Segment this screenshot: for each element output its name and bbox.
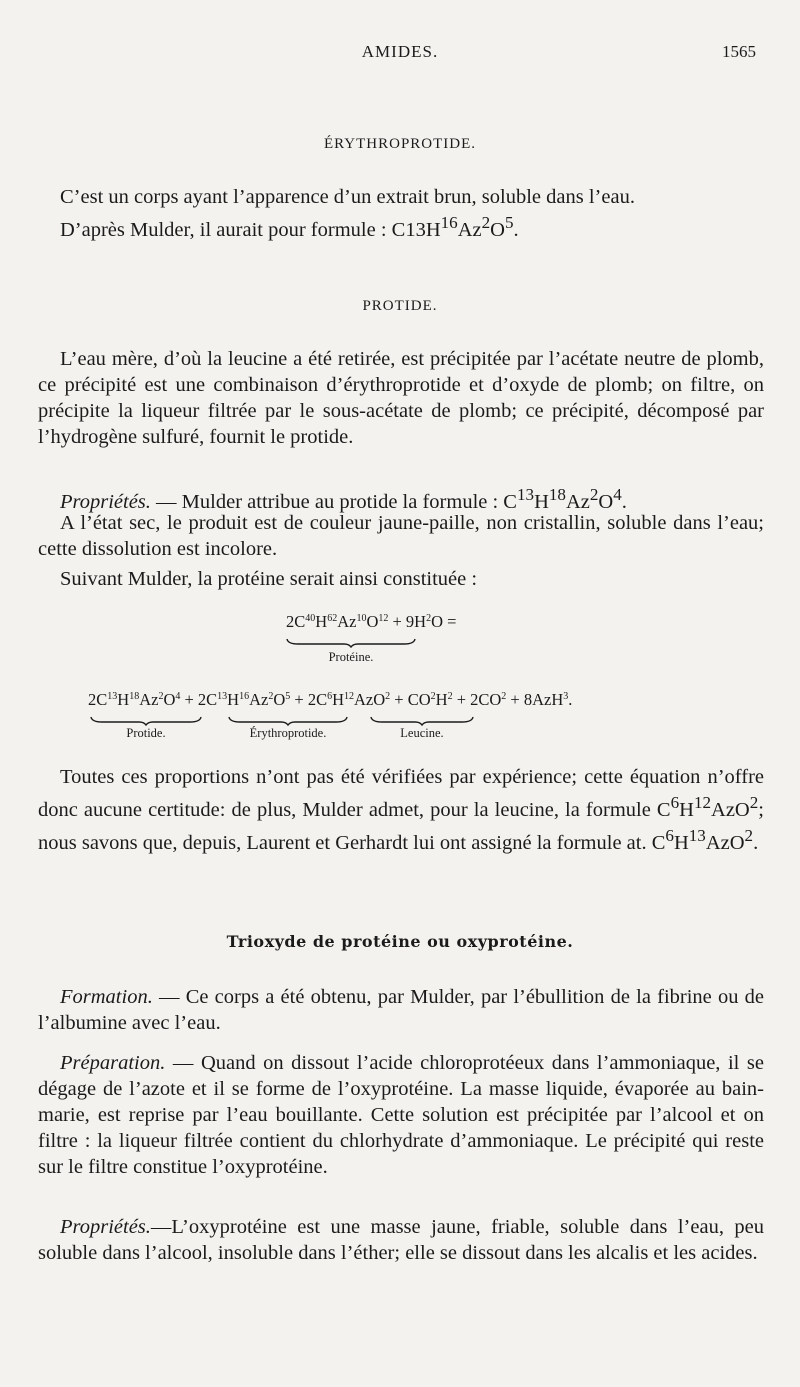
oxyproteine-properties-text: —L’oxyprotéine est une masse jaune, friable, soluble dans l’eau, peu soluble dans l’alcool, insoluble dans l’éther; elle se dissout dans les alcalis et les acides. [38, 1216, 764, 1264]
running-head [0, 42, 800, 66]
label-protide: Protide. [126, 726, 166, 740]
protide-paragraph-1: L’eau mère, d’où la leucine a été retirée, est précipitée par l’acétate neutre de plomb, ce précipité est une combinaison d’érythroprotide et d’oxyde de plomb; on filtre, on précipite la liqueur filtrée par le sous-acétate de plomb; ce précipité, décomposé par l’hydrogène sulfuré, fournit le protide. [38, 348, 764, 448]
brace-proteine [286, 638, 416, 648]
heading-trioxyde: Trioxyde de protéine ou oxyprotéine. [226, 932, 574, 951]
trioxyde-preparation [38, 1050, 764, 1180]
formula-intro: D’après Mulder, il aurait pour formule : C [60, 218, 406, 241]
protide-paragraph-3: A l’état sec, le produit est de couleur jaune-paille, non cristallin, soluble dans l’eau; cette dissolution est incolore. [38, 512, 764, 560]
brace-leucine [370, 716, 474, 726]
heading-erythroprotide: ÉRYTHROPROTIDE. [323, 136, 477, 152]
brace-erythroprotide [228, 716, 348, 726]
page-number: 1565 [722, 42, 756, 61]
formation-text: — Ce corps a été obtenu, par Mulder, par l’ébullition de la fibrine ou de l’albumine avec l’eau. [38, 986, 764, 1034]
protide-formula-text: — Mulder attribue au protide la formule : $C^{13}H^{18}Az^2O^4$. [150, 485, 627, 513]
erythroprotide-paragraph-2 [38, 210, 764, 243]
label-formation: Formation. [60, 986, 153, 1008]
label-leucine: Leucine. [400, 726, 444, 740]
label-preparation: Préparation. [60, 1052, 166, 1074]
formula-erythroprotide: $13H^{16}Az^2O^5$. [405, 213, 519, 241]
trioxyde-properties [38, 1214, 764, 1266]
erythroprotide-paragraph-1: C’est un corps ayant l’apparence d’un extrait brun, soluble dans l’eau. [60, 186, 635, 208]
trioxyde-formation [38, 984, 764, 1036]
running-title: AMIDES. [361, 42, 439, 61]
heading-protide: PROTIDE. [362, 298, 438, 314]
label-proprietes-oxyproteine: Propriétés. [60, 1216, 151, 1238]
equation-line-2: $2C^{13}H^{18}Az^2O^4 + 2C^{13}H^{16}Az^2O^5 + 2C^6H^{12}AzO^2 + CO^2H^2 + 2CO^2 + 8AzH^3$. [88, 690, 573, 709]
label-erythroprotide: Érythroprotide. [249, 726, 327, 740]
brace-protide [90, 716, 202, 726]
label-proteine: Protéine. [328, 650, 374, 664]
equation-line-1: $2C^{40}H^{62}Az^{10}O^{12} + 9H^2O$ = [286, 612, 457, 631]
label-proprietes: Propriétés. [60, 490, 151, 513]
preparation-text: — Quand on dissout l’acide chloroprotéeux dans l’ammoniaque, il se dégage de l’azote et il se forme de l’oxyprotéine. La masse liquide, évaporée au bain-marie, est reprise par l’eau bouillante. Cette solution est précipitée par l’alcool et on filtre : la liqueur filtrée contient du chlorhydrate d’ammoniaque. Le précipité qui reste sur le filtre constitue l’oxyprotéine. [38, 1052, 764, 1178]
protide-paragraph-4: Suivant Mulder, la protéine serait ainsi constituée : [60, 568, 478, 590]
protide-paragraph-5: Toutes ces proportions n’ont pas été vérifiées par expérience; cette équation n’offre donc aucune certitude: de plus, Mulder admet, pour la leucine, la formule $C^6H^{12}AzO^2$; nous savons que, depuis, Laurent et Gerhardt lui ont assigné la formule at. $C^6H^{13}AzO^2$. [38, 766, 764, 854]
